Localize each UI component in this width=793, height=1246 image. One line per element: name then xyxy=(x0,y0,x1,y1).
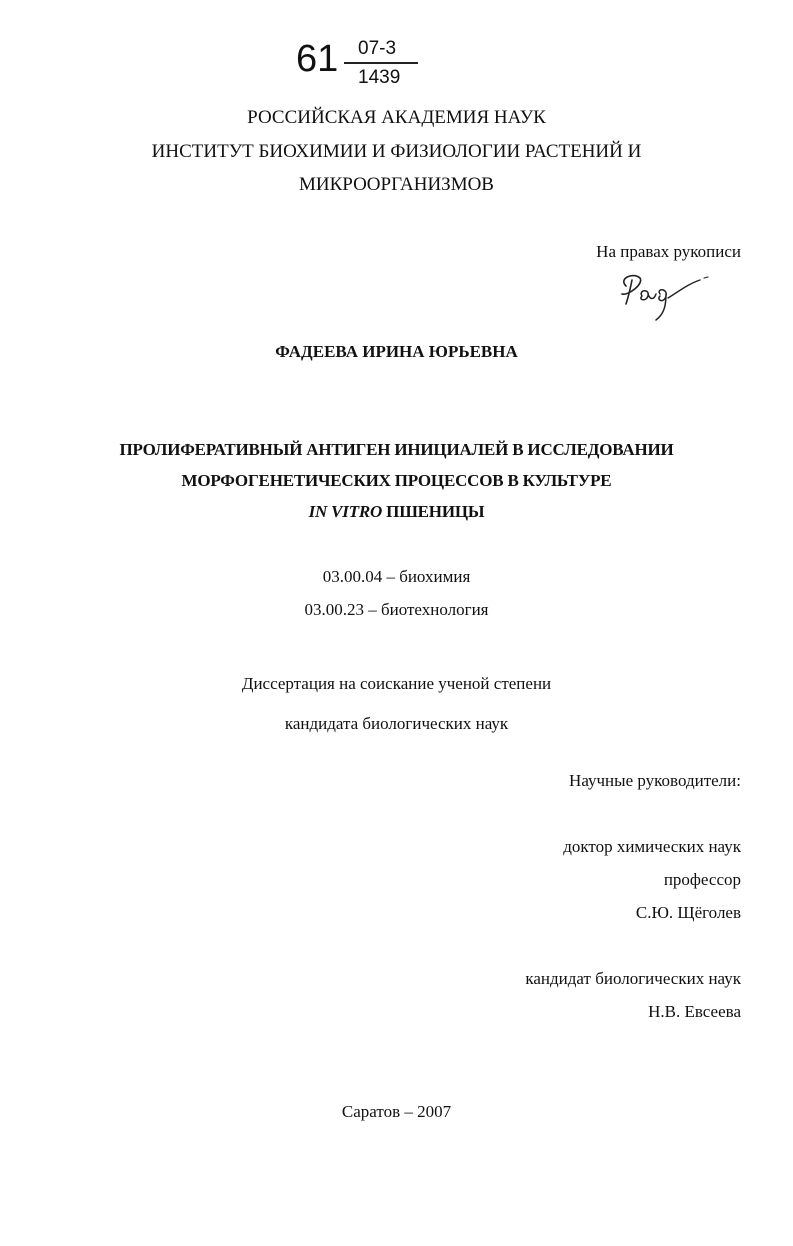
specialty-1: 03.00.04 – биохимия xyxy=(322,567,471,586)
call-number-main: 61 xyxy=(296,38,339,80)
place-year: Саратов – 2007 xyxy=(341,1102,452,1121)
supervisor-1-rank: профессор xyxy=(663,870,741,889)
call-number-bottom: 1439 xyxy=(358,67,401,88)
institution-line-3: МИКРООРГАНИЗМОВ xyxy=(299,174,494,195)
title-line-2: МОРФОГЕНЕТИЧЕСКИХ ПРОЦЕССОВ В КУЛЬТУРЕ xyxy=(181,471,612,490)
degree-line-1: Диссертация на соискание ученой степени xyxy=(241,674,552,693)
title-line-3 xyxy=(0,502,793,522)
call-number-divider xyxy=(344,62,418,64)
author-name: ФАДЕЕВА ИРИНА ЮРЬЕВНА xyxy=(275,342,518,361)
supervisors-heading: Научные руководители: xyxy=(569,771,741,790)
institution-line-1: РОССИЙСКАЯ АКАДЕМИЯ НАУК xyxy=(247,107,546,128)
supervisor-2-name: Н.В. Евсеева xyxy=(648,1002,741,1021)
call-number-top: 07-3 xyxy=(358,38,397,59)
institution-line-2: ИНСТИТУТ БИОХИМИИ И ФИЗИОЛОГИИ РАСТЕНИЙ И xyxy=(151,141,642,162)
supervisor-2-degree: кандидат биологических наук xyxy=(525,969,741,988)
degree-line-2: кандидата биологических наук xyxy=(284,714,509,733)
title-in-vitro: IN VITRO xyxy=(308,502,383,521)
specialty-2: 03.00.23 – биотехнология xyxy=(304,600,489,619)
title-line-1: ПРОЛИФЕРАТИВНЫЙ АНТИГЕН ИНИЦИАЛЕЙ В ИССЛЕДОВАНИИ xyxy=(119,440,674,459)
supervisor-1-degree: доктор химических наук xyxy=(563,837,741,856)
title-line-3-rest: ПШЕНИЦЫ xyxy=(382,502,485,521)
manuscript-note: На правах рукописи xyxy=(596,242,741,261)
handwritten-signature xyxy=(612,266,712,322)
supervisor-1-name: С.Ю. Щёголев xyxy=(635,903,741,922)
